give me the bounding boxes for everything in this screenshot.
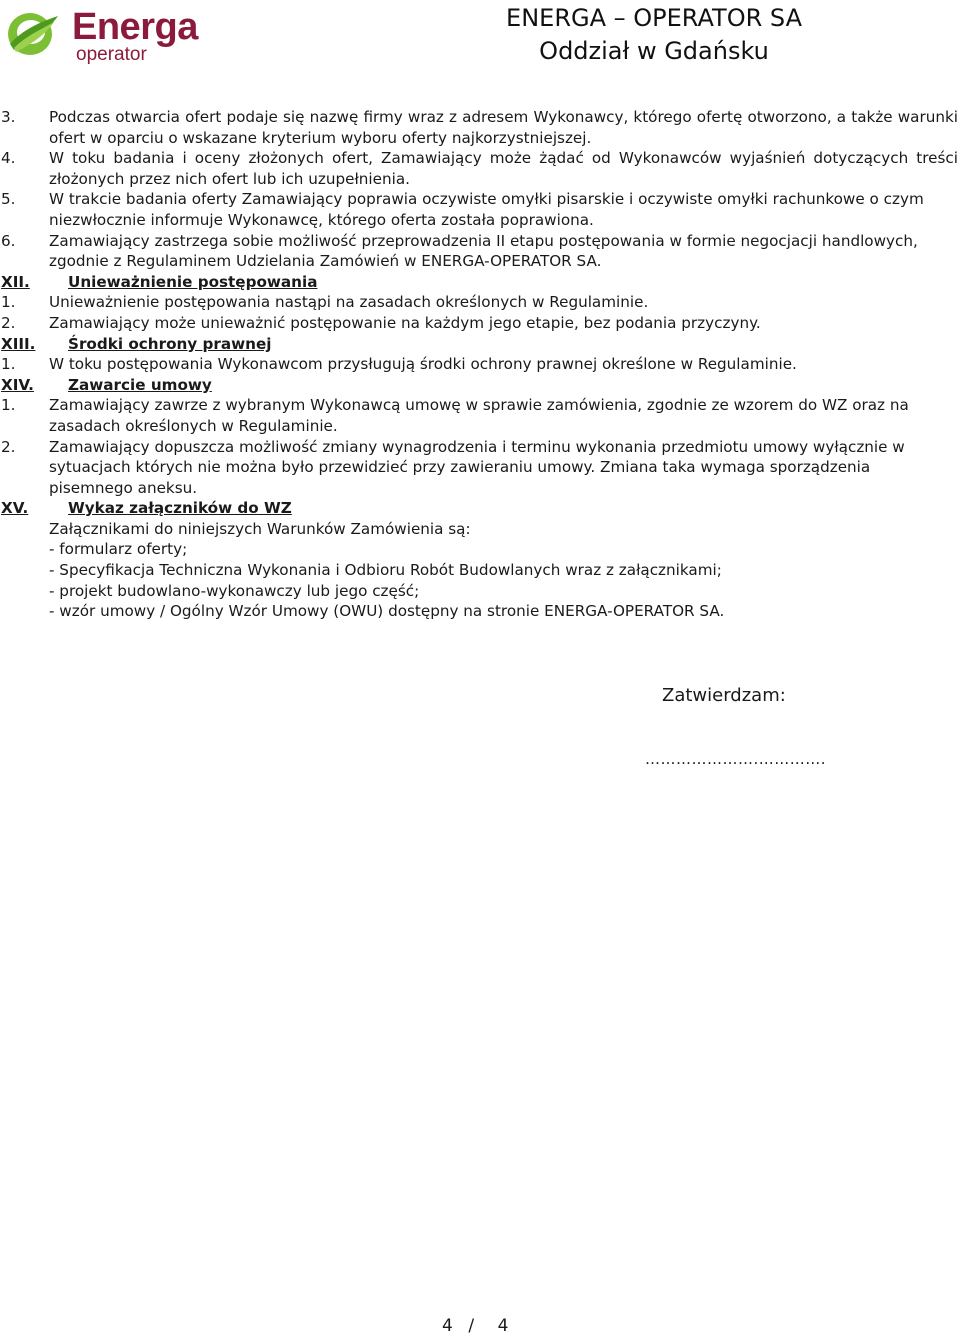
total-pages: 4: [497, 1316, 509, 1336]
section-title: Zawarcie umowy: [68, 375, 212, 394]
list-item: [0, 189, 958, 230]
logo-name: Energa: [72, 6, 198, 48]
list-item: [0, 437, 958, 499]
item-number: 2.: [1, 437, 16, 456]
attachment-line: - wzór umowy / Ogólny Wzór Umowy (OWU) dostępny na stronie ENERGA-OPERATOR SA.: [49, 602, 725, 621]
attachment-line: - formularz oferty;: [49, 540, 188, 559]
document-body: [0, 107, 958, 622]
section-title: Środki ochrony prawnej: [68, 334, 272, 353]
section-heading-xiii: [0, 334, 958, 355]
signature-line: ………………….………….: [645, 750, 827, 768]
list-item: [0, 148, 958, 189]
list-item: [0, 107, 958, 148]
approval-label: Zatwierdzam:: [662, 685, 786, 706]
section-heading-xii: [0, 272, 958, 293]
section-number: XII.: [1, 272, 30, 291]
item-number: 5.: [1, 190, 16, 209]
section-number: XV.: [1, 499, 29, 518]
attachment-line: - projekt budowlano-wykonawczy lub jego część;: [49, 581, 420, 600]
branch-name: Oddział w Gdańsku: [539, 37, 769, 65]
page-number: [442, 1316, 508, 1336]
item-text: Zamawiający może unieważnić postępowanie na każdym jego etapie, bez podania przyczyny.: [49, 313, 761, 332]
item-number: 2.: [1, 313, 16, 332]
item-number: 6.: [1, 231, 16, 250]
section-heading-xv: [0, 498, 958, 519]
section-heading-xiv: [0, 375, 958, 396]
section-number: XIV.: [1, 375, 34, 394]
company-name: ENERGA – OPERATOR SA: [506, 4, 802, 32]
item-number: 1.: [1, 293, 16, 312]
current-page: 4: [442, 1316, 453, 1336]
item-text: Unieważnienie postępowania nastąpi na zasadach określonych w Regulaminie.: [49, 293, 649, 312]
section-title: Unieważnienie postępowania: [68, 272, 318, 291]
item-number: 1.: [1, 396, 16, 415]
list-item: [0, 231, 958, 272]
item-text: W trakcie badania oferty Zamawiający poprawia oczywiste omyłki pisarskie i oczywiste omyłki rachunkowe o czym niezwłocznie informuje Wykonawcę, którego oferta została poprawiona.: [49, 190, 924, 229]
item-number: 1.: [1, 355, 16, 374]
item-number: 3.: [1, 108, 16, 126]
section-title: Wykaz załączników do WZ: [68, 499, 292, 518]
item-number: 4.: [1, 149, 16, 168]
energa-operator-logo: [4, 2, 204, 66]
list-item: [0, 354, 958, 375]
item-text: Zamawiający zastrzega sobie możliwość przeprowadzenia II etapu postępowania w formie negocjacji handlowych, zgodnie z Regulaminem Udzielania Zamówień w ENERGA-OPERATOR SA.: [49, 231, 918, 271]
list-item: [0, 313, 958, 334]
logo-subtitle: operator: [76, 44, 147, 65]
item-text: Podczas otwarcia ofert podaje się nazwę firmy wraz z adresem Wykonawcy, którego ofertę otworzono, a także warunki ofert w oparciu o wskazane kryterium wyboru oferty najkorzystniejszej.: [49, 108, 958, 147]
item-text: Zamawiający zawrze z wybranym Wykonawcą umowę w sprawie zamówienia, zgodnie ze wzorem do WZ oraz na zasadach określonych w Regulaminie.: [49, 396, 909, 435]
item-text: W toku badania i oceny złożonych ofert, Zamawiający może żądać od Wykonawców wyjaśnień dotyczących treści złożonych przez nich ofert lub ich uzupełnienia.: [49, 149, 958, 188]
page-header: [0, 0, 960, 80]
attachments-intro: Załącznikami do niniejszych Warunków Zamówienia są:: [49, 519, 471, 538]
section-number: XIII.: [1, 334, 36, 353]
attachment-line: - Specyfikacja Techniczna Wykonania i Odbioru Robót Budowlanych wraz z załącznikami;: [49, 561, 722, 580]
item-text: W toku postępowania Wykonawcom przysługują środki ochrony prawnej określone w Regulaminie.: [49, 355, 797, 374]
list-item: [0, 395, 958, 436]
company-heading: [506, 2, 802, 68]
page-separator: /: [468, 1316, 475, 1336]
list-item: [0, 292, 958, 313]
item-text: Zamawiający dopuszcza możliwość zmiany wynagrodzenia i terminu wykonania przedmiotu umowy wyłącznie w sytuacjach których nie można było przewidzieć przy zawieraniu umowy. Zmiana taka wymaga sporządzenia pisemnego aneksu.: [49, 437, 905, 497]
energa-leaf-icon: [4, 4, 64, 60]
